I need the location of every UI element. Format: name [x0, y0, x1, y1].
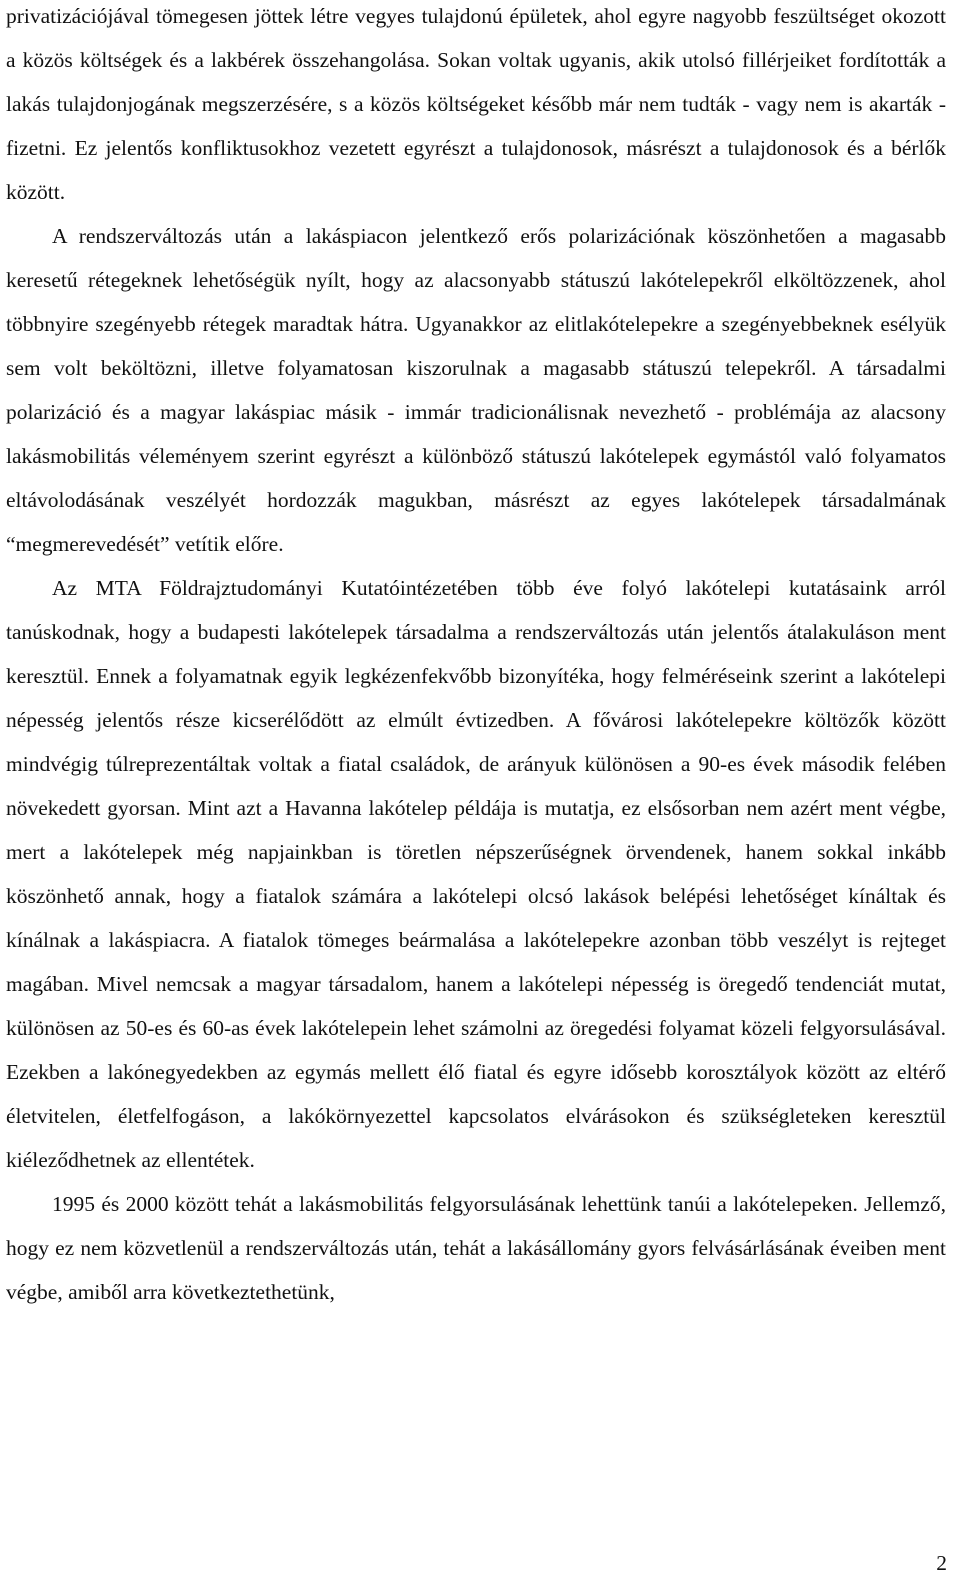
paragraph-4: 1995 és 2000 között tehát a lakásmobilitás felgyorsulásának lehettünk tanúi a lakótelepeken. Jellemző, hogy ez nem közvetlenül a rendszerváltozás után, tehát a lakásállomány gyors felvásárlásának éveiben ment végbe, amiből arra következtethetünk,	[6, 1192, 946, 1304]
document-page	[6, 0, 946, 1314]
paragraph-2: A rendszerváltozás után a lakáspiacon jelentkező erős polarizációnak köszönhetően a magasabb keresetű rétegeknek lehetőségük nyílt, hogy az alacsonyabb státuszú lakótelepekről elköltözzenek, ahol többnyire szegényebb rétegek maradtak hátra. Ugyanakkor az elitlakótelepekre a szegényebbeknek esélyük sem volt beköltözni, illetve folyamatosan kiszorulnak a magasabb státuszú telepekről. A társadalmi polarizáció és a magyar lakáspiac másik - immár tradicionálisnak nevezhető - problémája az alacsony lakásmobilitás véleményem szerint egyrészt a különböző státuszú lakótelepek egymástól való folyamatos eltávolodásának veszélyét hordozzák magukban, másrészt az egyes lakótelepek társadalmának “megmerevedését” vetítik előre.	[6, 224, 946, 556]
page-number: 2	[936, 1551, 947, 1575]
paragraph-3: Az MTA Földrajztudományi Kutatóintézetében több éve folyó lakótelepi kutatásaink arról tanúskodnak, hogy a budapesti lakótelepek társadalma a rendszerváltozás után jelentős átalakuláson ment keresztül. Ennek a folyamatnak egyik legkézenfekvőbb bizonyítéka, hogy felméréseink szerint a lakótelepi népesség jelentős része kicserélődött az elmúlt évtizedben. A fővárosi lakótelepekre költözők között mindvégig túlreprezentáltak voltak a fiatal családok, de arányuk különösen a 90-es évek második felében növekedett gyorsan. Mint azt a Havanna lakótelep példája is mutatja, ez elsősorban nem azért ment végbe, mert a lakótelepek még napjainkban is töretlen népszerűségnek örvendenek, hanem sokkal inkább köszönhető annak, hogy a fiatalok számára a lakótelepi olcsó lakások belépési lehetőséget kínáltak és kínálnak a lakáspiacra. A fiatalok tömeges beármalása a lakótelepekre azonban több veszélyt is rejteget magában. Mivel nemcsak a magyar társadalom, hanem a lakótelepi népesség is öregedő tendenciát mutat, különösen az 50-es és 60-as évek lakótelepein lehet számolni az öregedési folyamat közeli felgyorsulásával. Ezekben a lakónegyedekben az egymás mellett élő fiatal és egyre idősebb korosztályok között az eltérő életvitelen, életfelfogáson, a lakókörnyezettel kapcsolatos elvárásokon és szükségleteken keresztül kiéleződhetnek az ellentétek.	[6, 576, 946, 1172]
paragraph-1: privatizációjával tömegesen jöttek létre vegyes tulajdonú épületek, ahol egyre nagyobb feszültséget okozott a közös költségek és a lakbérek összehangolása. Sokan voltak ugyanis, akik utolsó fillérjeiket fordították a lakás tulajdonjogának megszerzésére, s a közös költségeket később már nem tudták - vagy nem is akarták - fizetni. Ez jelentős konfliktusokhoz vezetett egyrészt a tulajdonosok, másrészt a tulajdonosok és a bérlők között.	[6, 4, 946, 204]
